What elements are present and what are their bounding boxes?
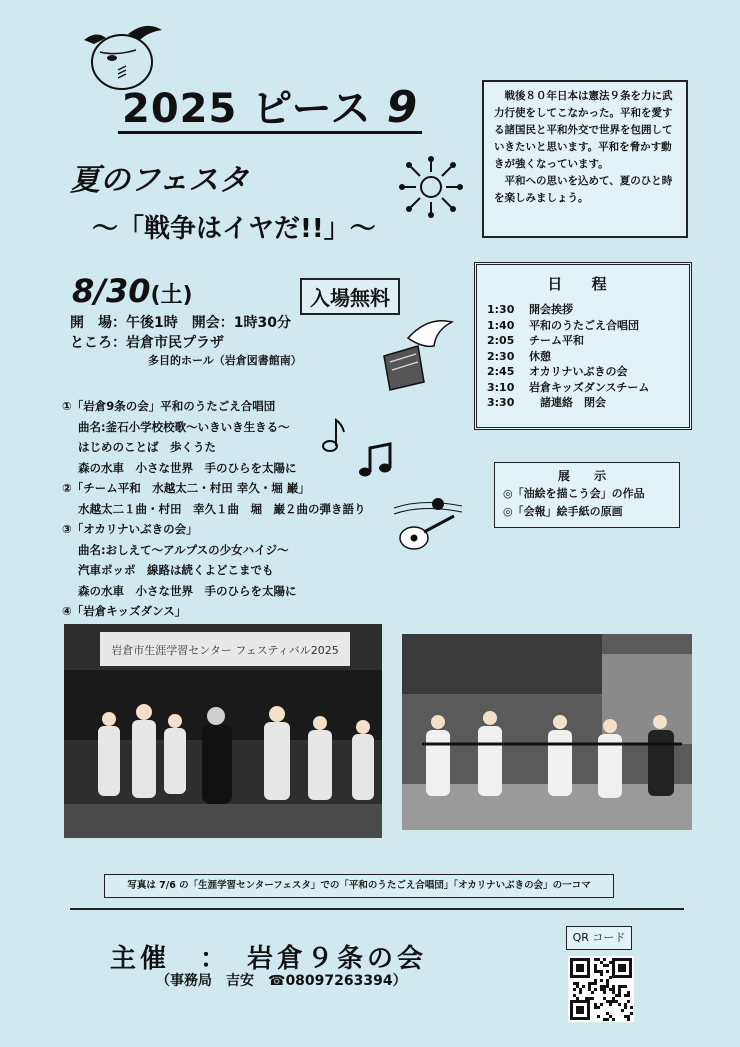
schedule-label: 諸連絡 閉会 [529,396,606,409]
schedule-time: 2:05 [487,334,515,347]
program-list [62,396,382,622]
program-detail: 森の水車 小さな世界 手のひらを太陽に [78,583,297,598]
schedule-label: オカリナいぶきの会 [529,365,628,378]
exhibit-title: 展 示 [557,469,617,483]
message-paragraph: 平和への思いを込めて、夏のひと時を楽しみましょう。 [494,175,673,204]
schedule-time: 2:45 [487,365,515,378]
program-detail: はじめのことば 歩くうた [78,440,216,454]
schedule-time: 1:40 [487,318,515,332]
event-subtitle: 夏のフェスタ [70,163,249,198]
qr-code[interactable] [568,956,634,1022]
choir-photo [64,624,382,838]
photo-caption: 写真は 7/6 の「生涯学習センターフェスタ」での「平和のうたごえ合唱団」「オカリナいぶきの会」の一コマ [104,874,614,898]
dove-book-illustration [378,316,458,392]
guitar-illustration [392,494,468,554]
schedule-row [487,333,679,349]
exhibit-item: ◎「油絵を描こう会」の作品 [503,487,645,500]
schedule-title: 日 程 [547,275,619,293]
event-date: 8/30(土) [72,272,193,310]
schedule-row [487,395,679,411]
divider [70,908,684,910]
program-heading: ②「チーム平和 水越太二・村田 幸久・堀 巌」 [62,481,310,495]
event-title: 2025 ピース 9 [118,86,422,134]
program-heading: ④「岩倉キッズダンス」 [62,604,187,618]
open-time-line: 開 場：午後1時 開会：1時30分 [70,315,291,331]
schedule-row [487,364,679,380]
admission-badge: 入場無料 [300,278,400,315]
office-contact: （事務局 吉安 ☎08097263394） [156,973,407,989]
program-detail: 曲名:釜石小学校校歌～いきいき生きる～ [78,419,290,434]
schedule-time: 1:30 [487,303,515,316]
program-heading: ③「オカリナいぶきの会」 [62,522,198,536]
organizer: 主催 ： 岩倉９条の会 [110,944,428,974]
ocarina-photo [402,634,692,830]
schedule-label: 開会挨拶 [529,303,573,316]
schedule-box [474,262,692,430]
exhibit-item: ◎「会報」絵手紙の原画 [503,505,623,518]
venue-line: ところ：岩倉市民プラザ [70,335,224,351]
dove-face-illustration [76,22,166,92]
message-box [482,80,688,238]
schedule-time: 2:30 [487,349,515,363]
program-detail: 水越太二１曲・村田 幸久１曲 堀 巌２曲の弾き語り [78,501,366,516]
schedule-label: 休憩 [529,349,551,363]
schedule-row [487,302,679,318]
schedule-row [487,349,679,365]
program-detail: 曲名:おしえて～アルプスの少女ハイジ～ [78,542,289,557]
venue-hall: 多目的ホール（岩倉図書館南） [148,354,302,367]
schedule-label: チーム平和 [529,334,584,347]
event-theme: ～「戦争はイヤだ!!」～ [92,214,376,244]
schedule-time: 3:10 [487,380,515,394]
schedule-label: 岩倉キッズダンスチーム [529,380,650,394]
people-circle-emblem [398,156,464,218]
program-heading: ①「岩倉9条の会」平和のうたごえ合唱団 [62,399,276,413]
schedule-time: 3:30 [487,396,515,409]
program-detail: 汽車ポッポ 線路は続くよどこまでも [78,563,274,577]
schedule-row [487,380,679,396]
message-paragraph: 戦後８０年日本は憲法９条を力に武力行使をしてこなかった。平和を愛する諸国民と平和外交で世界を包囲していきたいと思います。平和を脅かす動きが強くなっています。 [494,90,673,170]
exhibit-box [494,462,680,528]
schedule-label: 平和のうたごえ合唱団 [529,318,639,332]
program-detail: 森の水車 小さな世界 手のひらを太陽に [78,460,297,475]
qr-label: QR コード [566,926,632,950]
schedule-row [487,318,679,334]
photo-banner-text: 岩倉市生涯学習センター フェスティバル2025 [111,644,339,657]
